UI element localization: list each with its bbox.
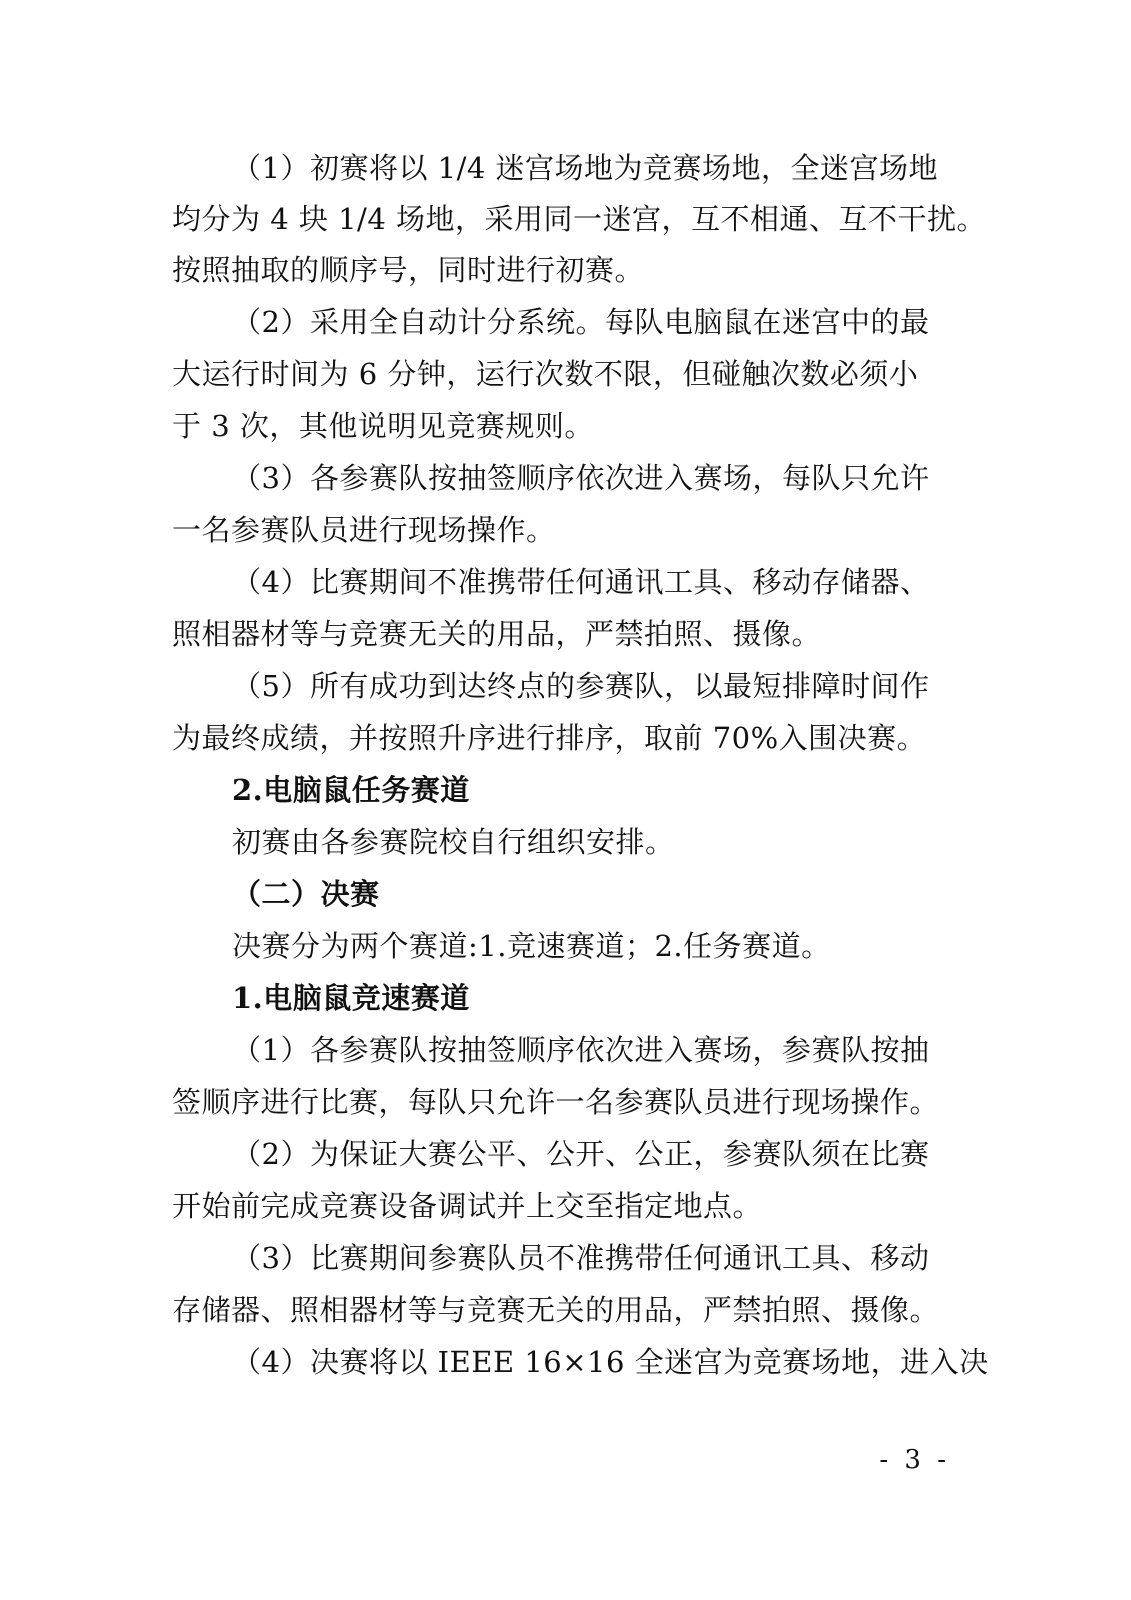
section-heading: 1.电脑鼠竞速赛道 xyxy=(232,981,470,1015)
paragraph-line: 按照抽取的顺序号，同时进行初赛。 xyxy=(172,253,645,287)
paragraph-line: 一名参赛队员进行现场操作。 xyxy=(172,513,556,547)
paragraph-line: （3）比赛期间参赛队员不准携带任何通讯工具、移动 xyxy=(232,1241,930,1275)
paragraph-line: （1）各参赛队按抽签顺序依次进入赛场，参赛队按抽 xyxy=(232,1033,930,1067)
paragraph-line: 开始前完成竞赛设备调试并上交至指定地点。 xyxy=(172,1189,763,1223)
paragraph-line: （2）为保证大赛公平、公开、公正，参赛队须在比赛 xyxy=(232,1137,930,1171)
paragraph-line: 于 3 次，其他说明见竞赛规则。 xyxy=(172,409,594,443)
paragraph-line: （1）初赛将以 1/4 迷宫场地为竞赛场地，全迷宫场地 xyxy=(232,151,939,185)
paragraph-line: （4）决赛将以 IEEE 16×16 全迷宫为竞赛场地，进入决 xyxy=(232,1345,989,1379)
paragraph-line: （3）各参赛队按抽签顺序依次进入赛场，每队只允许 xyxy=(232,461,930,495)
page-number: - 3 - xyxy=(879,1445,950,1475)
paragraph-line: （4）比赛期间不准携带任何通讯工具、移动存储器、 xyxy=(232,565,930,599)
paragraph-line: 均分为 4 块 1/4 场地，采用同一迷宫，互不相通、互不干扰。 xyxy=(172,202,986,236)
section-heading: 2.电脑鼠任务赛道 xyxy=(232,773,470,807)
paragraph-line: 照相器材等与竞赛无关的用品，严禁拍照、摄像。 xyxy=(172,617,822,651)
paragraph-line: （5）所有成功到达终点的参赛队，以最短排障时间作 xyxy=(232,669,930,703)
paragraph-line: 为最终成绩，并按照升序进行排序，取前 70%入围决赛。 xyxy=(172,721,927,755)
paragraph-line: 决赛分为两个赛道:1.竞速赛道；2.任务赛道。 xyxy=(232,929,831,963)
section-heading: （二）决赛 xyxy=(232,877,380,911)
paragraph-line: 初赛由各参赛院校自行组织安排。 xyxy=(232,825,675,859)
paragraph-line: 签顺序进行比赛，每队只允许一名参赛队员进行现场操作。 xyxy=(172,1085,940,1119)
paragraph-line: 存储器、照相器材等与竞赛无关的用品，严禁拍照、摄像。 xyxy=(172,1293,940,1327)
paragraph-line: 大运行时间为 6 分钟，运行次数不限，但碰触次数必须小 xyxy=(172,357,919,391)
paragraph-line: （2）采用全自动计分系统。每队电脑鼠在迷宫中的最 xyxy=(232,305,930,339)
